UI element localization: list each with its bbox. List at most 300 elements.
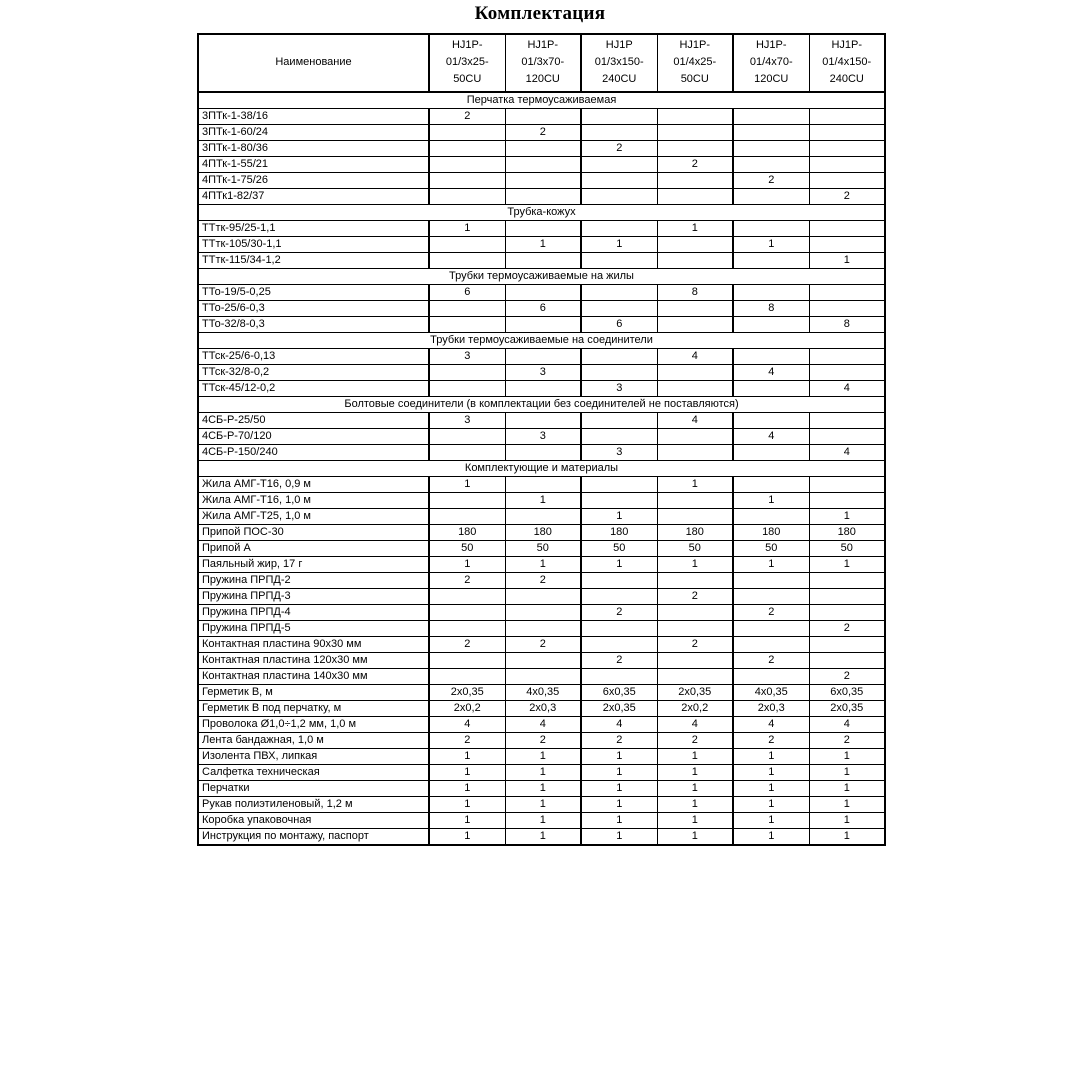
value-cell [505,221,581,237]
value-cell [657,669,733,685]
value-cell: 1 [429,797,505,813]
value-cell [581,173,657,189]
value-cell: 1 [505,781,581,797]
value-cell: 2х0,3 [505,701,581,717]
table-row [198,141,885,157]
table-row [198,157,885,173]
value-cell [733,477,809,493]
value-cell: 6х0,35 [809,685,885,701]
table-row [198,301,885,317]
value-cell: 1 [809,765,885,781]
value-cell: 1 [581,749,657,765]
value-cell: 1 [809,797,885,813]
value-cell: 1 [657,829,733,846]
value-cell [581,589,657,605]
value-cell [733,381,809,397]
table-row [198,109,885,125]
row-label-cell: Герметик В под перчатку, м [198,701,429,717]
value-cell: 1 [809,781,885,797]
value-cell [429,509,505,525]
value-cell: 2х0,35 [581,701,657,717]
value-cell [733,109,809,125]
value-cell: 4 [809,717,885,733]
value-cell: 180 [809,525,885,541]
value-cell: 4 [733,429,809,445]
value-cell: 8 [809,317,885,333]
row-label-cell: 4ПТк-1-55/21 [198,157,429,173]
value-cell [657,605,733,621]
value-cell: 1 [505,797,581,813]
value-cell [657,653,733,669]
section-title-cell: Трубки термоусаживаемые на соединители [198,333,885,349]
value-cell: 2 [657,157,733,173]
value-cell: 4 [505,717,581,733]
value-cell: 2х0,2 [657,701,733,717]
table-row [198,637,885,653]
value-cell [581,301,657,317]
value-cell [809,365,885,381]
row-label-cell: Жила АМГ-Т16, 0,9 м [198,477,429,493]
value-cell [581,429,657,445]
value-cell: 1 [733,557,809,573]
value-cell: 1 [581,765,657,781]
value-cell: 1 [809,509,885,525]
value-cell: 1 [809,557,885,573]
value-cell [809,653,885,669]
value-cell [733,413,809,429]
value-cell: 1 [657,477,733,493]
value-cell: 1 [429,829,505,846]
row-label-cell: 3ПТк-1-38/16 [198,109,429,125]
table-row [198,317,885,333]
value-cell [657,253,733,269]
value-cell: 1 [733,749,809,765]
value-cell: 2 [581,733,657,749]
value-cell: 2х0,35 [429,685,505,701]
table-row [198,253,885,269]
value-cell: 1 [581,781,657,797]
value-cell [505,349,581,365]
row-label-cell: 4СБ-Р-70/120 [198,429,429,445]
value-cell [657,317,733,333]
value-cell [581,413,657,429]
table-row [198,781,885,797]
value-cell [505,317,581,333]
value-cell: 1 [429,781,505,797]
value-cell [733,509,809,525]
table-row [198,189,885,205]
value-cell: 6 [429,285,505,301]
value-cell [505,381,581,397]
value-cell [581,109,657,125]
value-cell: 3 [581,381,657,397]
value-cell: 1 [657,813,733,829]
value-cell: 1 [505,237,581,253]
value-cell [733,621,809,637]
value-cell [733,285,809,301]
value-cell [505,189,581,205]
row-label-cell: Изолента ПВХ, липкая [198,749,429,765]
value-cell [733,445,809,461]
value-cell: 4 [809,381,885,397]
value-cell [429,317,505,333]
value-cell: 1 [505,557,581,573]
value-cell [429,253,505,269]
value-cell: 1 [733,813,809,829]
page-title: Комплектация [474,3,606,24]
value-cell [429,493,505,509]
value-cell: 4 [809,445,885,461]
value-cell: 1 [733,797,809,813]
value-cell [733,157,809,173]
value-cell [809,237,885,253]
row-label-cell: Контактная пластина 140х30 мм [198,669,429,685]
value-cell: 1 [809,749,885,765]
value-cell [581,349,657,365]
value-cell: 2 [657,637,733,653]
value-cell: 2 [733,653,809,669]
value-cell: 1 [809,253,885,269]
section-header-row [198,92,885,109]
value-cell [657,141,733,157]
value-cell [581,621,657,637]
value-cell: 2 [809,189,885,205]
table-row [198,445,885,461]
table-row [198,573,885,589]
row-label-cell: Проволока Ø1,0÷1,2 мм, 1,0 м [198,717,429,733]
value-cell [809,413,885,429]
value-cell: 1 [733,829,809,846]
value-cell: 50 [657,541,733,557]
value-cell [733,221,809,237]
value-cell [733,349,809,365]
value-cell: 50 [581,541,657,557]
row-label-cell: Пружина ПРПД-2 [198,573,429,589]
value-cell: 1 [657,797,733,813]
value-cell: 1 [809,813,885,829]
value-cell [581,637,657,653]
column-header-cell: HJ1P- 01/4x70- 120CU [733,34,809,92]
table-row [198,509,885,525]
value-cell [429,381,505,397]
value-cell [505,477,581,493]
section-header-row [198,269,885,285]
table-row [198,765,885,781]
value-cell: 1 [505,813,581,829]
value-cell: 2 [581,605,657,621]
value-cell: 2 [733,173,809,189]
table-row [198,621,885,637]
value-cell: 3 [429,349,505,365]
value-cell [657,621,733,637]
value-cell: 2 [505,125,581,141]
value-cell: 3 [429,413,505,429]
value-cell: 1 [429,221,505,237]
section-title-cell: Болтовые соединители (в комплектации без соединителей не поставляются) [198,397,885,413]
row-label-cell: 4СБ-Р-150/240 [198,445,429,461]
table-row [198,749,885,765]
value-cell [505,669,581,685]
table-row [198,829,885,846]
table-row [198,493,885,509]
row-label-cell: Салфетка техническая [198,765,429,781]
value-cell: 180 [733,525,809,541]
table-row [198,429,885,445]
value-cell [809,301,885,317]
row-label-cell: Инструкция по монтажу, паспорт [198,829,429,846]
row-label-cell: Паяльный жир, 17 г [198,557,429,573]
table-row [198,717,885,733]
table-row [198,365,885,381]
row-label-cell: Пружина ПРПД-3 [198,589,429,605]
value-cell: 1 [581,813,657,829]
value-cell: 1 [809,829,885,846]
table-row [198,413,885,429]
value-cell [581,365,657,381]
value-cell: 4 [429,717,505,733]
value-cell: 1 [505,765,581,781]
value-cell: 2 [657,733,733,749]
row-label-cell: ТТск-45/12-0,2 [198,381,429,397]
value-cell [809,109,885,125]
value-cell [657,173,733,189]
value-cell [505,285,581,301]
value-cell: 1 [581,509,657,525]
value-cell: 1 [429,749,505,765]
value-cell [505,589,581,605]
table-row [198,221,885,237]
value-cell: 2 [733,733,809,749]
value-cell [657,509,733,525]
row-label-cell: Герметик В, м [198,685,429,701]
value-cell [505,605,581,621]
table-row [198,701,885,717]
section-title-cell: Трубки термоусаживаемые на жилы [198,269,885,285]
value-cell [429,125,505,141]
row-label-cell: Лента бандажная, 1,0 м [198,733,429,749]
value-cell: 4 [581,717,657,733]
value-cell [505,141,581,157]
value-cell: 4 [657,717,733,733]
kit-table-body [198,92,885,845]
value-cell [733,141,809,157]
value-cell: 3 [505,429,581,445]
value-cell: 180 [581,525,657,541]
value-cell: 3 [581,445,657,461]
value-cell [733,125,809,141]
value-cell: 1 [429,557,505,573]
value-cell [809,637,885,653]
value-cell [733,189,809,205]
value-cell: 4 [733,717,809,733]
value-cell: 2 [809,669,885,685]
value-cell: 2 [429,109,505,125]
section-header-row [198,333,885,349]
row-label-cell: ТТск-32/8-0,2 [198,365,429,381]
value-cell [657,365,733,381]
value-cell [505,413,581,429]
table-row [198,669,885,685]
value-cell: 6 [505,301,581,317]
value-cell [733,637,809,653]
table-row [198,653,885,669]
table-row [198,125,885,141]
value-cell: 2 [505,573,581,589]
value-cell: 2 [429,733,505,749]
value-cell [429,653,505,669]
value-cell [505,509,581,525]
value-cell [429,141,505,157]
section-header-row [198,461,885,477]
table-row [198,477,885,493]
value-cell: 2 [581,141,657,157]
section-title-cell: Комплектующие и материалы [198,461,885,477]
value-cell [733,253,809,269]
value-cell [809,429,885,445]
value-cell: 2х0,35 [657,685,733,701]
row-label-cell: Контактная пластина 90х30 мм [198,637,429,653]
kit-table [197,33,886,846]
value-cell [581,125,657,141]
value-cell: 1 [733,781,809,797]
value-cell: 1 [505,829,581,846]
value-cell [809,221,885,237]
column-header-cell: HJ1P- 01/4x25- 50CU [657,34,733,92]
table-row [198,589,885,605]
value-cell [581,221,657,237]
value-cell: 8 [733,301,809,317]
row-label-cell: Припой А [198,541,429,557]
value-cell [581,157,657,173]
value-cell [429,173,505,189]
table-row [198,685,885,701]
row-label-cell: 4СБ-Р-25/50 [198,413,429,429]
value-cell [657,445,733,461]
value-cell: 1 [733,237,809,253]
value-cell: 180 [505,525,581,541]
row-label-cell: ТТо-32/8-0,3 [198,317,429,333]
value-cell [809,349,885,365]
row-label-cell: 3ПТк-1-60/24 [198,125,429,141]
value-cell [505,445,581,461]
value-cell: 2 [657,589,733,605]
value-cell [429,157,505,173]
value-cell [429,365,505,381]
value-cell [581,477,657,493]
value-cell: 8 [657,285,733,301]
value-cell: 50 [429,541,505,557]
value-cell [657,237,733,253]
table-row [198,381,885,397]
value-cell [657,493,733,509]
value-cell [809,173,885,189]
value-cell [429,445,505,461]
column-header-cell: HJ1P- 01/3x70- 120CU [505,34,581,92]
value-cell [505,653,581,669]
value-cell [733,669,809,685]
value-cell [657,381,733,397]
value-cell [581,493,657,509]
value-cell [809,573,885,589]
value-cell [429,605,505,621]
row-label-cell: ТТо-25/6-0,3 [198,301,429,317]
row-label-cell: Жила АМГ-Т25, 1,0 м [198,509,429,525]
value-cell: 1 [429,765,505,781]
value-cell: 2 [429,573,505,589]
value-cell: 4х0,35 [505,685,581,701]
value-cell [809,141,885,157]
value-cell [809,477,885,493]
value-cell: 2 [733,605,809,621]
name-header-cell: Наименование [198,34,429,92]
value-cell [581,669,657,685]
row-label-cell: ТТтк-105/30-1,1 [198,237,429,253]
row-label-cell: 4ПТк1-82/37 [198,189,429,205]
table-row [198,797,885,813]
value-cell [733,317,809,333]
value-cell: 6 [581,317,657,333]
value-cell [733,589,809,605]
row-label-cell: 4ПТк-1-75/26 [198,173,429,189]
value-cell: 2х0,2 [429,701,505,717]
value-cell [429,237,505,253]
value-cell [809,605,885,621]
value-cell: 4 [733,365,809,381]
value-cell [581,253,657,269]
table-row [198,813,885,829]
value-cell [429,189,505,205]
value-cell [429,429,505,445]
value-cell: 2 [429,637,505,653]
row-label-cell: Пружина ПРПД-4 [198,605,429,621]
value-cell: 3 [505,365,581,381]
value-cell: 4 [657,349,733,365]
value-cell: 2 [505,733,581,749]
value-cell: 1 [429,477,505,493]
row-label-cell: ТТтк-115/34-1,2 [198,253,429,269]
value-cell [581,189,657,205]
value-cell [657,109,733,125]
value-cell [733,573,809,589]
value-cell: 1 [657,221,733,237]
value-cell [505,173,581,189]
value-cell [505,109,581,125]
row-label-cell: ТТтк-95/25-1,1 [198,221,429,237]
column-header-cell: HJ1P- 01/3x25- 50CU [429,34,505,92]
section-title-cell: Трубка-кожух [198,205,885,221]
value-cell [505,621,581,637]
row-label-cell: Коробка упаковочная [198,813,429,829]
value-cell [657,573,733,589]
value-cell: 1 [657,765,733,781]
value-cell [657,189,733,205]
table-row [198,605,885,621]
value-cell [657,301,733,317]
row-label-cell: Рукав полиэтиленовый, 1,2 м [198,797,429,813]
value-cell: 1 [581,237,657,253]
value-cell: 2 [505,637,581,653]
section-header-row [198,205,885,221]
row-label-cell: Пружина ПРПД-5 [198,621,429,637]
value-cell: 1 [581,797,657,813]
value-cell: 2 [581,653,657,669]
value-cell: 1 [581,557,657,573]
value-cell: 2х0,35 [809,701,885,717]
value-cell: 1 [505,749,581,765]
value-cell: 1 [733,765,809,781]
value-cell: 1 [657,557,733,573]
value-cell: 1 [505,493,581,509]
